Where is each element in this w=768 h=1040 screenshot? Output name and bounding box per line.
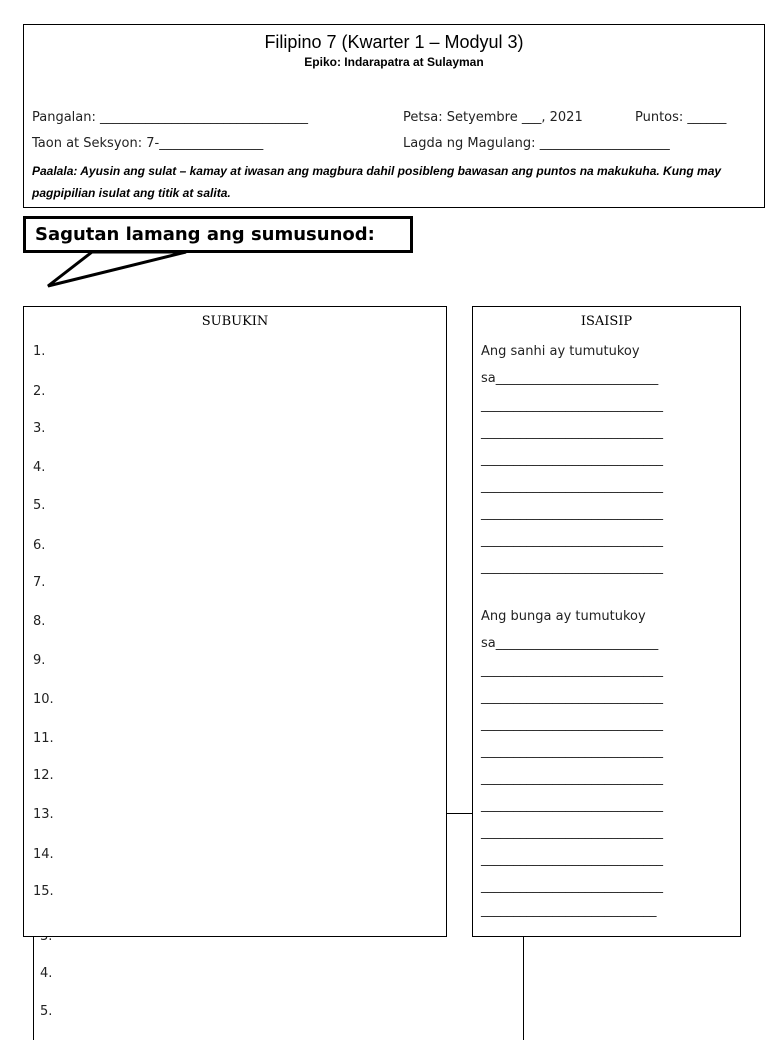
effect-last-line[interactable]: ___________________________: [481, 903, 657, 918]
answer-item-3[interactable]: 3.: [33, 421, 46, 436]
answer-item-10[interactable]: 10.: [33, 692, 54, 707]
effect-blank-line[interactable]: ____________________________: [481, 798, 663, 813]
reminder-note: Paalala: Ayusin ang sulat – kamay at iwasan ang magbura dahil posibleng bawasan ang puntos na makukuha. Kung may pagpipilian isulat ang titik at salita.: [32, 164, 722, 200]
answer-item-6[interactable]: 6.: [33, 538, 46, 553]
answer-item-1[interactable]: 1.: [33, 344, 46, 359]
effect-blank-line[interactable]: ____________________________: [481, 879, 663, 894]
cause-prompt: Ang sanhi ay tumutukoy: [481, 344, 640, 359]
callout-bubble: Sagutan lamang ang sumusunod:: [23, 216, 413, 253]
answer-item-9[interactable]: 9.: [33, 653, 46, 668]
connector-line: [446, 813, 472, 814]
answer-item-2[interactable]: 2.: [33, 384, 46, 399]
worksheet-title: Filipino 7 (Kwarter 1 – Modyul 3): [264, 32, 524, 52]
answer-item-13[interactable]: 13.: [33, 807, 54, 822]
answer-item-12[interactable]: 12.: [33, 768, 54, 783]
effect-blank-line[interactable]: ____________________________: [481, 852, 663, 867]
cause-blank-line[interactable]: ____________________________: [481, 506, 663, 521]
score-field[interactable]: Puntos: ______: [635, 110, 727, 125]
answer-item-15[interactable]: 15.: [33, 884, 54, 899]
subukin-panel: [23, 306, 447, 937]
isaisip-title: ISAISIP: [580, 314, 633, 329]
effect-answer-line[interactable]: sa_________________________: [481, 636, 659, 651]
cause-blank-line[interactable]: ____________________________: [481, 452, 663, 467]
effect-blank-line[interactable]: ____________________________: [481, 690, 663, 705]
effect-prompt: Ang bunga ay tumutukoy: [481, 609, 646, 624]
callout-tail: [0, 0, 768, 300]
name-field[interactable]: Pangalan: ________________________________: [32, 110, 309, 125]
effect-blank-line[interactable]: ____________________________: [481, 744, 663, 759]
cause-blank-line[interactable]: ____________________________: [481, 533, 663, 548]
answer-item-14[interactable]: 14.: [33, 847, 54, 862]
worksheet-subtitle: Epiko: Indarapatra at Sulayman: [304, 55, 484, 69]
parent-signature-field[interactable]: Lagda ng Magulang: ____________________: [403, 136, 670, 151]
answer-item-11[interactable]: 11.: [33, 731, 54, 746]
date-field[interactable]: Petsa: Setyembre ___, 2021: [403, 110, 583, 125]
answer-item-5[interactable]: 5.: [33, 498, 46, 513]
effect-blank-line[interactable]: ____________________________: [481, 771, 663, 786]
answer-item-4[interactable]: 4.: [33, 460, 46, 475]
answer-item-7[interactable]: 7.: [33, 575, 46, 590]
cause-blank-line[interactable]: ____________________________: [481, 425, 663, 440]
effect-blank-line[interactable]: ____________________________: [481, 717, 663, 732]
isaisip-panel: [472, 306, 741, 937]
cause-blank-line[interactable]: ____________________________: [481, 398, 663, 413]
cause-answer-line[interactable]: sa_________________________: [481, 371, 659, 386]
subukin-title: SUBUKIN: [201, 314, 269, 329]
effect-blank-line[interactable]: ____________________________: [481, 663, 663, 678]
effect-blank-line[interactable]: ____________________________: [481, 825, 663, 840]
cause-blank-line[interactable]: ____________________________: [481, 560, 663, 575]
section-field[interactable]: Taon at Seksyon: 7-________________: [32, 136, 264, 151]
back-item-5: 5.: [40, 1004, 53, 1019]
answer-item-8[interactable]: 8.: [33, 614, 46, 629]
cause-blank-line[interactable]: ____________________________: [481, 479, 663, 494]
back-item-4: 4.: [40, 966, 53, 981]
